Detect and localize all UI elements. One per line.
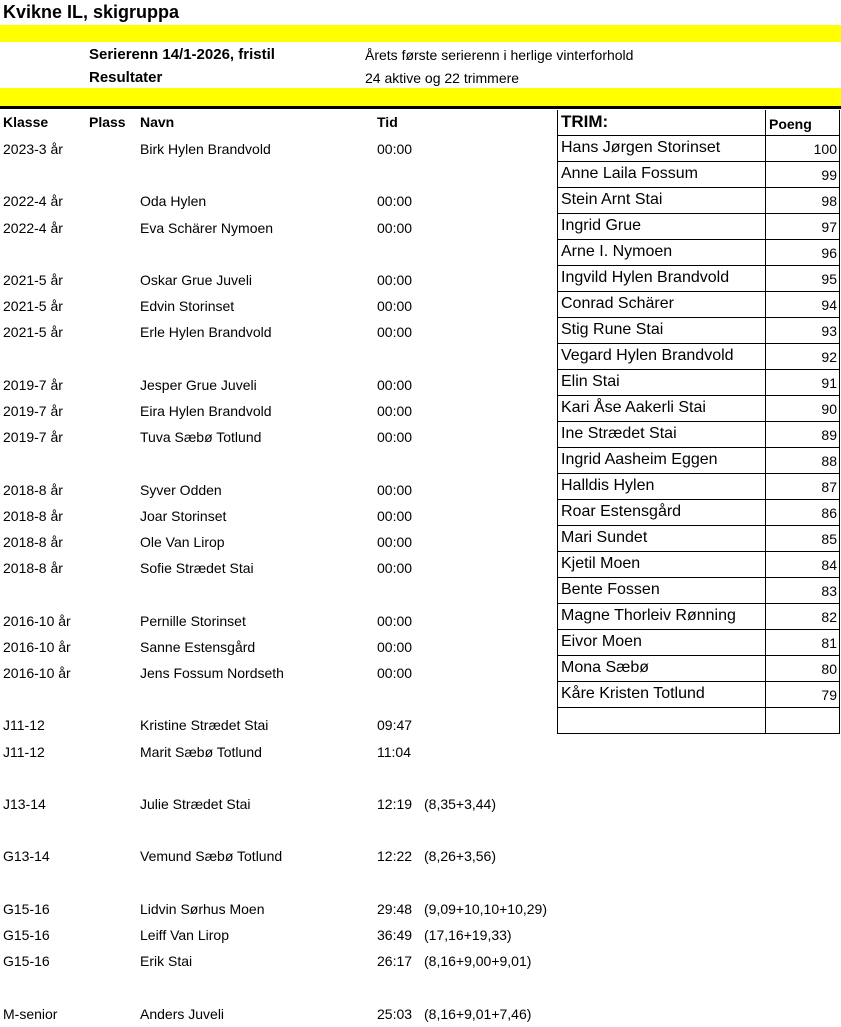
result-split-times: (8,26+3,56) bbox=[424, 848, 496, 865]
result-navn: Sanne Estensgård bbox=[140, 638, 256, 655]
trim-row bbox=[557, 162, 840, 188]
table-row bbox=[0, 896, 555, 922]
trim-points: 80 bbox=[821, 661, 837, 677]
yellow-band-bottom bbox=[0, 88, 841, 106]
result-tid: 00:00 bbox=[377, 376, 413, 393]
yellow-band-top bbox=[0, 25, 841, 42]
trim-name: Kjetil Moen bbox=[561, 555, 641, 572]
trim-name: Stein Arnt Stai bbox=[561, 191, 663, 208]
table-row bbox=[0, 555, 555, 581]
trim-row bbox=[557, 188, 840, 214]
table-row bbox=[0, 267, 555, 293]
trim-name: Anne Laila Fossum bbox=[561, 165, 698, 182]
trim-row bbox=[557, 266, 840, 292]
trim-points: 94 bbox=[821, 297, 837, 313]
result-klasse: G15-16 bbox=[3, 953, 50, 970]
trim-row bbox=[557, 136, 840, 162]
result-klasse: 2022-4 år bbox=[3, 219, 63, 236]
result-klasse: 2018-8 år bbox=[3, 481, 63, 498]
table-row bbox=[0, 843, 555, 869]
result-navn: Jens Fossum Nordseth bbox=[140, 665, 284, 681]
result-klasse: 2021-5 år bbox=[3, 298, 63, 315]
column-tid: Tid bbox=[377, 114, 398, 130]
trim-points: 99 bbox=[821, 167, 837, 183]
trim-name: Ine Strædet Stai bbox=[561, 425, 677, 442]
trim-points: 85 bbox=[821, 531, 837, 547]
result-klasse: 2018-8 år bbox=[3, 534, 63, 550]
result-tid: 00:00 bbox=[377, 560, 413, 577]
table-row bbox=[0, 319, 555, 345]
trim-name: Ingrid Grue bbox=[561, 217, 642, 234]
trim-points: 88 bbox=[821, 453, 837, 469]
table-row bbox=[0, 424, 555, 450]
trim-points: 97 bbox=[821, 219, 837, 235]
trim-row bbox=[557, 240, 840, 266]
column-plass: Plass bbox=[89, 114, 126, 130]
trim-name: Eivor Moen bbox=[561, 633, 642, 650]
trim-row bbox=[557, 682, 840, 708]
trim-name: Bente Fossen bbox=[561, 581, 660, 598]
result-klasse: 2019-7 år bbox=[3, 429, 63, 446]
trim-points: 79 bbox=[821, 687, 837, 703]
trim-name: Ingvild Hylen Brandvold bbox=[561, 269, 730, 286]
result-navn: Eva Schärer Nymoen bbox=[140, 219, 274, 236]
result-tid: 11:04 bbox=[377, 743, 411, 760]
table-row bbox=[0, 136, 555, 162]
result-navn: Eira Hylen Brandvold bbox=[140, 403, 272, 419]
trim-row bbox=[557, 604, 840, 630]
table-row bbox=[0, 1001, 555, 1027]
table-row bbox=[0, 948, 555, 974]
result-navn: Julie Strædet Stai bbox=[140, 796, 251, 812]
result-tid: 00:00 bbox=[377, 534, 413, 550]
result-navn: Tuva Sæbø Totlund bbox=[140, 429, 262, 446]
result-split-times: (8,35+3,44) bbox=[424, 796, 496, 812]
result-navn: Leiff Van Lirop bbox=[140, 927, 229, 943]
trim-points: 82 bbox=[821, 609, 837, 625]
trim-row bbox=[557, 422, 840, 448]
trim-points: 100 bbox=[813, 141, 837, 157]
trim-row bbox=[557, 344, 840, 370]
result-navn: Ole Van Lirop bbox=[140, 534, 225, 550]
result-navn: Sofie Strædet Stai bbox=[140, 560, 254, 577]
result-navn: Jesper Grue Juveli bbox=[140, 376, 257, 393]
trim-name: Stig Rune Stai bbox=[561, 321, 664, 338]
result-klasse: 2021-5 år bbox=[3, 272, 63, 288]
trim-name: Magne Thorleiv Rønning bbox=[561, 607, 736, 624]
trim-row bbox=[557, 474, 840, 500]
trim-name: Conrad Schärer bbox=[561, 295, 674, 312]
table-row bbox=[0, 477, 555, 503]
trim-points: 86 bbox=[821, 505, 837, 521]
table-row bbox=[0, 398, 555, 424]
trim-header bbox=[557, 110, 840, 136]
club-title: Kvikne IL, skigruppa bbox=[3, 2, 180, 22]
result-tid: 29:48 bbox=[377, 900, 413, 917]
result-klasse: J11-12 bbox=[3, 743, 45, 760]
result-tid: 00:00 bbox=[377, 141, 413, 157]
participant-count: 24 aktive og 22 trimmere bbox=[365, 70, 520, 86]
table-row bbox=[0, 293, 555, 319]
table-row bbox=[0, 660, 555, 686]
table-row bbox=[0, 608, 555, 634]
result-klasse: 2018-8 år bbox=[3, 560, 63, 577]
result-tid: 25:03 bbox=[377, 1005, 413, 1022]
table-row bbox=[0, 503, 555, 529]
result-klasse: 2016-10 år bbox=[3, 665, 71, 681]
result-navn: Birk Hylen Brandvold bbox=[140, 141, 271, 157]
result-navn: Erle Hylen Brandvold bbox=[140, 324, 272, 341]
result-klasse: G15-16 bbox=[3, 900, 50, 917]
trim-points: 87 bbox=[821, 479, 837, 495]
result-klasse: 2019-7 år bbox=[3, 403, 63, 419]
table-row bbox=[0, 634, 555, 660]
header-divider bbox=[0, 106, 841, 109]
trim-points: 93 bbox=[821, 323, 837, 339]
result-navn: Syver Odden bbox=[140, 481, 222, 498]
trim-row bbox=[557, 708, 840, 734]
result-navn: Vemund Sæbø Totlund bbox=[140, 848, 283, 865]
result-tid: 12:22 bbox=[377, 848, 413, 865]
trim-row bbox=[557, 396, 840, 422]
trim-points: 90 bbox=[821, 401, 837, 417]
trim-name: Ingrid Aasheim Eggen bbox=[561, 451, 718, 468]
result-klasse: 2016-10 år bbox=[3, 612, 71, 629]
trim-points: 83 bbox=[821, 583, 837, 599]
trim-row bbox=[557, 292, 840, 318]
result-klasse: 2023-3 år bbox=[3, 141, 63, 157]
table-row bbox=[0, 922, 555, 948]
result-navn: Erik Stai bbox=[140, 953, 193, 970]
trim-name: Arne I. Nymoen bbox=[561, 243, 673, 260]
result-tid: 00:00 bbox=[377, 298, 413, 315]
trim-table bbox=[557, 110, 840, 734]
result-klasse: 2022-4 år bbox=[3, 193, 63, 210]
result-tid: 00:00 bbox=[377, 638, 413, 655]
result-navn: Lidvin Sørhus Moen bbox=[140, 900, 265, 917]
result-navn: Marit Sæbø Totlund bbox=[140, 743, 262, 760]
trim-points: 98 bbox=[821, 193, 837, 209]
result-tid: 09:47 bbox=[377, 717, 413, 734]
result-split-times: (9,09+10,10+10,29) bbox=[424, 900, 547, 917]
trim-points: 84 bbox=[821, 557, 837, 573]
result-klasse: G13-14 bbox=[3, 848, 50, 865]
race-note: Årets første serierenn i herlige vinterforhold bbox=[365, 47, 634, 63]
trim-points-label: Poeng bbox=[769, 116, 812, 132]
trim-row bbox=[557, 500, 840, 526]
result-navn: Kristine Strædet Stai bbox=[140, 717, 269, 734]
table-row bbox=[0, 712, 555, 738]
result-split-times: (17,16+19,33) bbox=[424, 927, 512, 943]
trim-points: 89 bbox=[821, 427, 837, 443]
result-klasse: 2021-5 år bbox=[3, 324, 63, 341]
result-klasse: M-senior bbox=[3, 1005, 58, 1022]
trim-points: 92 bbox=[821, 349, 837, 365]
trim-row bbox=[557, 656, 840, 682]
result-klasse: 2016-10 år bbox=[3, 638, 71, 655]
result-tid: 00:00 bbox=[377, 193, 413, 210]
result-tid: 00:00 bbox=[377, 403, 413, 419]
trim-row bbox=[557, 370, 840, 396]
result-tid: 36:49 bbox=[377, 927, 413, 943]
result-klasse: J13-14 bbox=[3, 796, 46, 812]
result-tid: 26:17 bbox=[377, 953, 413, 970]
result-klasse: 2019-7 år bbox=[3, 376, 63, 393]
trim-points: 91 bbox=[821, 375, 837, 391]
results-heading: Resultater bbox=[89, 69, 163, 86]
result-tid: 12:19 bbox=[377, 796, 413, 812]
column-klasse: Klasse bbox=[3, 114, 49, 130]
table-row bbox=[0, 529, 555, 555]
result-tid: 00:00 bbox=[377, 429, 413, 446]
table-row bbox=[0, 791, 555, 817]
result-navn: Oda Hylen bbox=[140, 193, 207, 210]
trim-row bbox=[557, 448, 840, 474]
result-klasse: G15-16 bbox=[3, 927, 50, 943]
table-row bbox=[0, 215, 555, 241]
trim-name: Mona Sæbø bbox=[561, 659, 650, 676]
result-tid: 00:00 bbox=[377, 665, 413, 681]
result-tid: 00:00 bbox=[377, 324, 413, 341]
result-klasse: J11-12 bbox=[3, 717, 45, 734]
trim-name: Halldis Hylen bbox=[561, 477, 655, 494]
trim-name: Elin Stai bbox=[561, 373, 620, 390]
trim-row bbox=[557, 552, 840, 578]
trim-name: Kåre Kristen Totlund bbox=[561, 685, 705, 702]
result-navn: Anders Juveli bbox=[140, 1005, 225, 1022]
result-tid: 00:00 bbox=[377, 612, 413, 629]
result-navn: Edvin Storinset bbox=[140, 298, 235, 315]
table-row bbox=[0, 739, 555, 765]
trim-title: TRIM: bbox=[561, 112, 609, 131]
trim-row bbox=[557, 214, 840, 240]
result-tid: 00:00 bbox=[377, 219, 413, 236]
table-row bbox=[0, 188, 555, 214]
trim-points: 96 bbox=[821, 245, 837, 261]
result-split-times: (8,16+9,01+7,46) bbox=[424, 1005, 532, 1022]
column-navn: Navn bbox=[140, 114, 175, 130]
result-navn: Oskar Grue Juveli bbox=[140, 272, 253, 288]
trim-name: Mari Sundet bbox=[561, 529, 648, 546]
race-title: Serierenn 14/1-2026, fristil bbox=[89, 46, 275, 63]
trim-row bbox=[557, 526, 840, 552]
result-navn: Pernille Storinset bbox=[140, 612, 246, 629]
trim-rows bbox=[557, 136, 840, 734]
trim-name: Kari Åse Aakerli Stai bbox=[561, 399, 706, 416]
table-row bbox=[0, 372, 555, 398]
trim-name: Vegard Hylen Brandvold bbox=[561, 347, 734, 364]
trim-row bbox=[557, 318, 840, 344]
trim-name: Hans Jørgen Storinset bbox=[561, 139, 721, 156]
result-klasse: 2018-8 år bbox=[3, 507, 63, 524]
result-navn: Joar Storinset bbox=[140, 507, 227, 524]
result-tid: 00:00 bbox=[377, 481, 413, 498]
trim-points: 81 bbox=[821, 635, 837, 651]
result-split-times: (8,16+9,00+9,01) bbox=[424, 953, 532, 970]
trim-points: 95 bbox=[821, 271, 837, 287]
trim-row bbox=[557, 630, 840, 656]
result-tid: 00:00 bbox=[377, 272, 413, 288]
result-tid: 00:00 bbox=[377, 507, 413, 524]
trim-name: Roar Estensgård bbox=[561, 503, 682, 520]
trim-row bbox=[557, 578, 840, 604]
